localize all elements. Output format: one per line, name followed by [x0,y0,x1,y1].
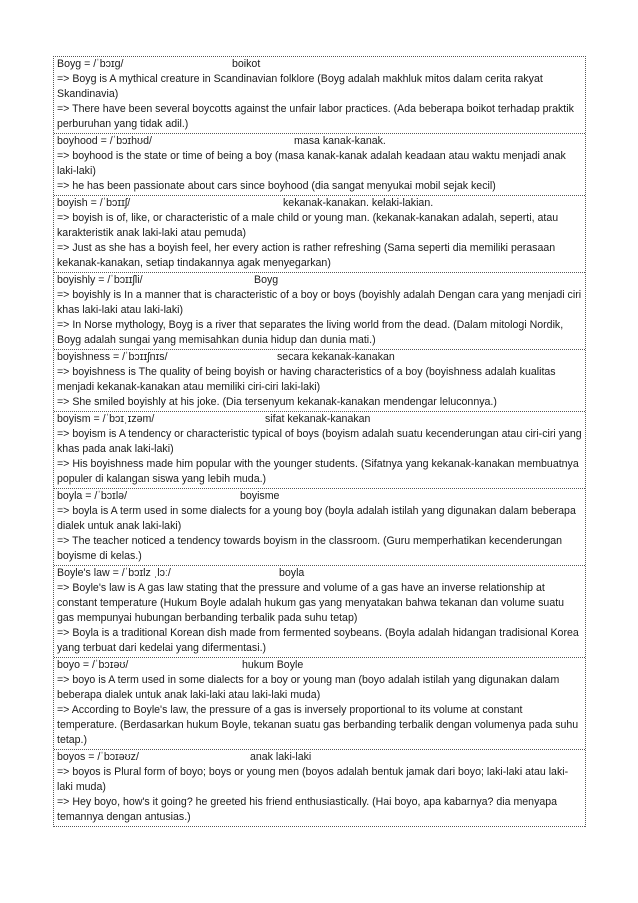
dictionary-entry [54,273,585,350]
dictionary-entry [54,412,585,489]
headword: Boyle's law = /ˈbɔɪlz ˌlɔː/ [57,567,171,579]
headword: boyhood = /ˈbɔɪhʊd/ [57,135,152,147]
dictionary-entry [54,196,585,273]
translation: boikot [232,58,261,70]
definition-line: => Boyle's law is A gas law stating that the pressure and volume of a gas have an inverse relationship at constant temperature (Hukum Boyle adalah hukum gas yang menyatakan bahwa tekanan dan volume suatu gas mempunyai hubungan berbanding terbalik pada suhu tetap) [57,582,565,624]
headword: boyishness = /ˈbɔɪɪʃnɪs/ [57,351,168,363]
dictionary-entry [54,566,585,658]
headword: boyo = /ˈbɔɪəʊ/ [57,659,129,671]
headword: boyish = /ˈbɔɪɪʃ/ [57,197,131,209]
definition-line: => boyos is Plural form of boyo; boys or young men (boyos adalah bentuk jamak dari boyo; laki-laki atau laki-laki muda) [57,766,569,793]
definition-line: => boyism is A tendency or characteristic typical of boys (boyism adalah suatu kecenderungan atau ciri-ciri yang khas pada anak laki-laki) [57,428,582,455]
example-line: => His boyishness made him popular with the younger students. (Sifatnya yang kekanak-kanakan membuatnya populer di kalangan siswa yang lebih muda.) [57,458,579,485]
translation: boyisme [240,490,280,502]
translation: secara kekanak-kanakan [277,351,395,363]
definition-line: => boyla is A term used in some dialects for a young boy (boyla adalah istilah yang digunakan dalam beberapa dialek untuk anak laki-laki) [57,505,576,532]
translation: boyla [279,567,305,579]
definition-line: => boyo is A term used in some dialects for a boy or young man (boyo adalah istilah yang digunakan dalam beberapa dialek untuk anak laki-laki atau laki-laki muda) [57,674,560,701]
dictionary-entry [54,57,585,134]
headword: boyishly = /ˈbɔɪɪʃli/ [57,274,143,286]
entry-header [57,350,583,365]
example-line: => There have been several boycotts against the unfair labor practices. (Ada beberapa boikot terhadap praktik perburuhan yang tidak adil.) [57,103,574,130]
entry-header [57,489,583,504]
definition-line: => boyishness is The quality of being boyish or having characteristics of a boy (boyishness adalah kualitas menjadi kekanak-kanakan atau memiliki ciri-ciri laki-laki) [57,366,556,393]
translation: kekanak-kanakan. kelaki-lakian. [283,197,434,209]
example-line: => She smiled boyishly at his joke. (Dia tersenyum kekanak-kanakan mendengar leluconnya.) [57,396,497,408]
headword: boyla = /ˈbɔɪlə/ [57,490,128,502]
example-line: => he has been passionate about cars since boyhood (dia sangat menyukai mobil sejak kecil) [57,180,496,192]
dictionary-list [53,56,586,827]
entry-header [57,273,583,288]
example-line: => Just as she has a boyish feel, her every action is rather refreshing (Sama seperti dia memiliki perasaan kekanak-kanakan, setiap tindakannya agak menyegarkan) [57,242,556,269]
definition-line: => boyishly is In a manner that is characteristic of a boy or boys (boyishly adalah Dengan cara yang menjadi ciri khas laki-laki atau laki-laki) [57,289,582,316]
entry-header [57,196,583,211]
example-line: => Hey boyo, how's it going? he greeted his friend enthusiastically. (Hai boyo, apa kabarnya? dia menyapa temannya dengan antusias.) [57,796,558,823]
entry-header [57,750,583,765]
example-line: => Boyla is a traditional Korean dish made from fermented soybeans. (Boyla adalah hidangan tradisional Korea yang terbuat dari kedelai yang difermentasi.) [57,627,579,654]
translation: masa kanak-kanak. [294,135,386,147]
example-line: => According to Boyle's law, the pressure of a gas is inversely proportional to its volume at constant temperature. (Berdasarkan hukum Boyle, tekanan suatu gas berbanding terbalik dengan volumenya pada suhu tetap.) [57,704,579,746]
dictionary-entry [54,134,585,196]
dictionary-entry [54,750,585,827]
entry-header [57,566,583,581]
entry-header [57,658,583,673]
headword: Boyg = /ˈbɔɪɡ/ [57,58,124,70]
dictionary-entry [54,350,585,412]
definition-line: => boyhood is the state or time of being a boy (masa kanak-kanak adalah keadaan atau waktu menjadi anak laki-laki) [57,150,566,177]
dictionary-entry [54,658,585,750]
translation: hukum Boyle [242,659,304,671]
headword: boyos = /ˈbɔɪəʊz/ [57,751,139,763]
definition-line: => boyish is of, like, or characteristic of a male child or young man. (kekanak-kanakan adalah, seperti, atau karakteristik anak laki-laki atau pemuda) [57,212,559,239]
dictionary-entry [54,489,585,566]
entry-header [57,134,583,149]
entry-header [57,57,583,72]
translation: anak laki-laki [250,751,312,763]
definition-line: => Boyg is A mythical creature in Scandinavian folklore (Boyg adalah makhluk mitos dalam cerita rakyat Skandinavia) [57,73,543,100]
translation: Boyg [254,274,279,286]
example-line: => In Norse mythology, Boyg is a river that separates the living world from the dead. (Dalam mitologi Nordik, Boyg adalah sungai yang memisahkan dunia hidup dan dunia mati.) [57,319,564,346]
entry-header [57,412,583,427]
translation: sifat kekanak-kanakan [265,413,371,425]
headword: boyism = /ˈbɔɪˌɪzəm/ [57,413,155,425]
example-line: => The teacher noticed a tendency towards boyism in the classroom. (Guru memperhatikan kecenderungan boyisme di kelas.) [57,535,563,562]
